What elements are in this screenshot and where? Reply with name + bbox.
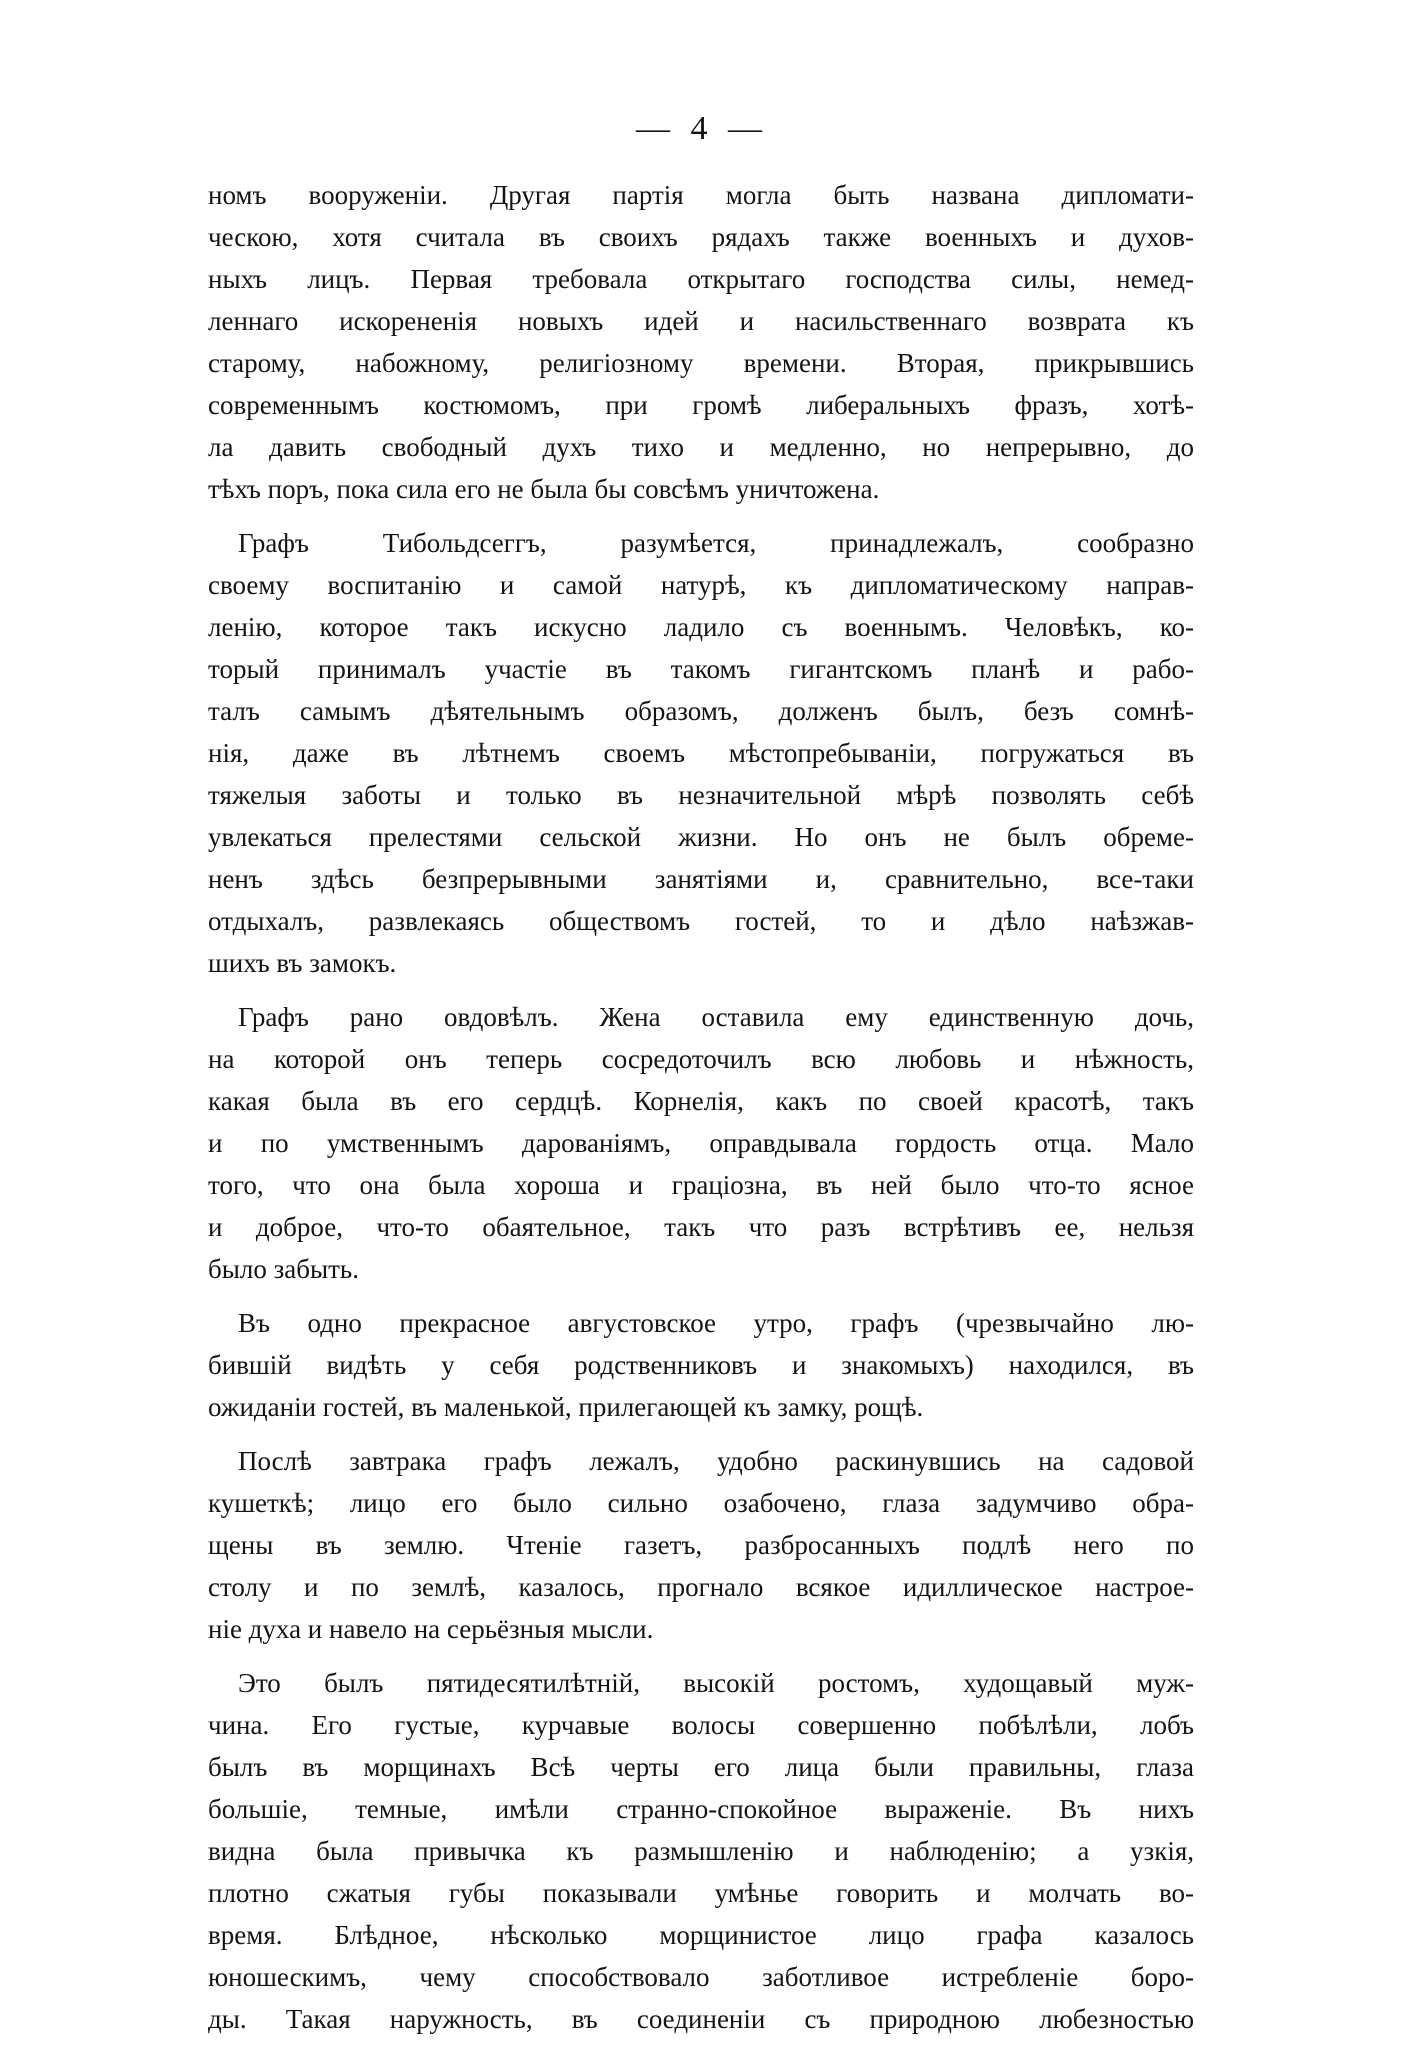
text-line: старому, набожному, религіозному времени. Вторая, прикрывшись bbox=[208, 348, 1194, 378]
text-line: плотно сжатыя губы показывали умѣнье говорить и молчать во- bbox=[208, 1878, 1194, 1908]
text-line: и по умственнымъ дарованіямъ, оправдывала гордость отца. Мало bbox=[208, 1128, 1194, 1158]
body-text bbox=[208, 174, 1194, 2052]
text-line: Въ одно прекрасное августовское утро, графъ (чрезвычайно лю- bbox=[238, 1308, 1194, 1338]
text-line: столу и по землѣ, казалось, прогнало всякое идиллическое настрое- bbox=[208, 1572, 1194, 1602]
text-line: своему воспитанію и самой натурѣ, къ дипломатическому направ- bbox=[208, 570, 1194, 600]
paragraph bbox=[208, 1662, 1194, 2040]
text-line: юношескимъ, чему способствовало заботливое истребленіе боро- bbox=[208, 1962, 1194, 1992]
text-line: современнымъ костюмомъ, при громѣ либеральныхъ фразъ, хотѣ- bbox=[208, 390, 1194, 420]
text-line: бившій видѣть у себя родственниковъ и знакомыхъ) находился, въ bbox=[208, 1350, 1194, 1380]
text-line: на которой онъ теперь сосредоточилъ всю любовь и нѣжность, bbox=[208, 1044, 1194, 1074]
text-line: ныхъ лицъ. Первая требовала открытаго господства силы, немед- bbox=[208, 264, 1194, 294]
page-number-header: — 4 — bbox=[636, 110, 768, 147]
text-line: какая была въ его сердцѣ. Корнелія, какъ по своей красотѣ, такъ bbox=[208, 1086, 1194, 1116]
text-line: щены въ землю. Чтеніе газетъ, разбросанныхъ подлѣ него по bbox=[208, 1530, 1194, 1560]
text-line: ды. Такая наружность, въ соединеніи съ природною любезностью bbox=[208, 2004, 1194, 2034]
text-line: большіе, темные, имѣли странно-спокойное выраженіе. Въ нихъ bbox=[208, 1794, 1194, 1824]
text-line: увлекаться прелестями сельской жизни. Но онъ не былъ обреме- bbox=[208, 822, 1194, 852]
text-line: того, что она была хороша и граціозна, въ ней было что-то ясное bbox=[208, 1170, 1194, 1200]
text-line: тяжелыя заботы и только въ незначительной мѣрѣ позволять себѣ bbox=[208, 780, 1194, 810]
text-line: талъ самымъ дѣятельнымъ образомъ, долженъ былъ, безъ сомнѣ- bbox=[208, 696, 1194, 726]
text-line: нія, даже въ лѣтнемъ своемъ мѣстопребываніи, погружаться въ bbox=[208, 738, 1194, 768]
text-line: ніе духа и навело на серьёзныя мысли. bbox=[208, 1614, 654, 1644]
text-line: ческою, хотя считала въ своихъ рядахъ также военныхъ и духов- bbox=[208, 222, 1194, 252]
text-line: было забыть. bbox=[208, 1254, 359, 1284]
text-line: ленію, которое такъ искусно ладило съ военнымъ. Человѣкъ, ко- bbox=[208, 612, 1194, 642]
text-line: чина. Его густые, курчавые волосы совершенно побѣлѣли, лобъ bbox=[208, 1710, 1194, 1740]
paragraph bbox=[208, 1302, 1194, 1428]
text-line: видна была привычка къ размышленію и наблюденію; а узкія, bbox=[208, 1836, 1194, 1866]
paragraph bbox=[208, 522, 1194, 984]
text-line: ожиданіи гостей, въ маленькой, прилегающей къ замку, рощѣ. bbox=[208, 1392, 924, 1422]
text-line: шихъ въ замокъ. bbox=[208, 948, 397, 978]
text-line: отдыхалъ, развлекаясь обществомъ гостей, то и дѣло наѣзжав- bbox=[208, 906, 1194, 936]
text-line: Послѣ завтрака графъ лежалъ, удобно раскинувшись на садовой bbox=[238, 1446, 1194, 1476]
text-line: и доброе, что-то обаятельное, такъ что разъ встрѣтивъ ее, нельзя bbox=[208, 1212, 1194, 1242]
text-line: ла давить свободный духъ тихо и медленно, но непрерывно, до bbox=[208, 432, 1194, 462]
text-line: Графъ Тибольдсеггъ, разумѣется, принадлежалъ, сообразно bbox=[238, 528, 1194, 558]
text-line: былъ въ морщинахъ Всѣ черты его лица были правильны, глаза bbox=[208, 1752, 1194, 1782]
text-line: торый принималъ участіе въ такомъ гигантскомъ планѣ и рабо- bbox=[208, 654, 1194, 684]
text-line: номъ вооруженіи. Другая партія могла быть названа дипломати- bbox=[208, 180, 1194, 210]
text-line: Это былъ пятидесятилѣтній, высокій ростомъ, худощавый муж- bbox=[238, 1668, 1194, 1698]
text-line: ненъ здѣсь безпрерывными занятіями и, сравнительно, все-таки bbox=[208, 864, 1194, 894]
text-line: Графъ рано овдовѣлъ. Жена оставила ему единственную дочь, bbox=[238, 1002, 1194, 1032]
text-line: тѣхъ поръ, пока сила его не была бы совсѣмъ уничтожена. bbox=[208, 474, 880, 504]
paragraph bbox=[208, 1440, 1194, 1650]
text-line: кушеткѣ; лицо его было сильно озабочено, глаза задумчиво обра- bbox=[208, 1488, 1194, 1518]
paragraph bbox=[208, 996, 1194, 1290]
paragraph bbox=[208, 174, 1194, 510]
text-line: время. Блѣдное, нѣсколько морщинистое лицо графа казалось bbox=[208, 1920, 1194, 1950]
text-line: леннаго искорененія новыхъ идей и насильственнаго возврата къ bbox=[208, 306, 1194, 336]
